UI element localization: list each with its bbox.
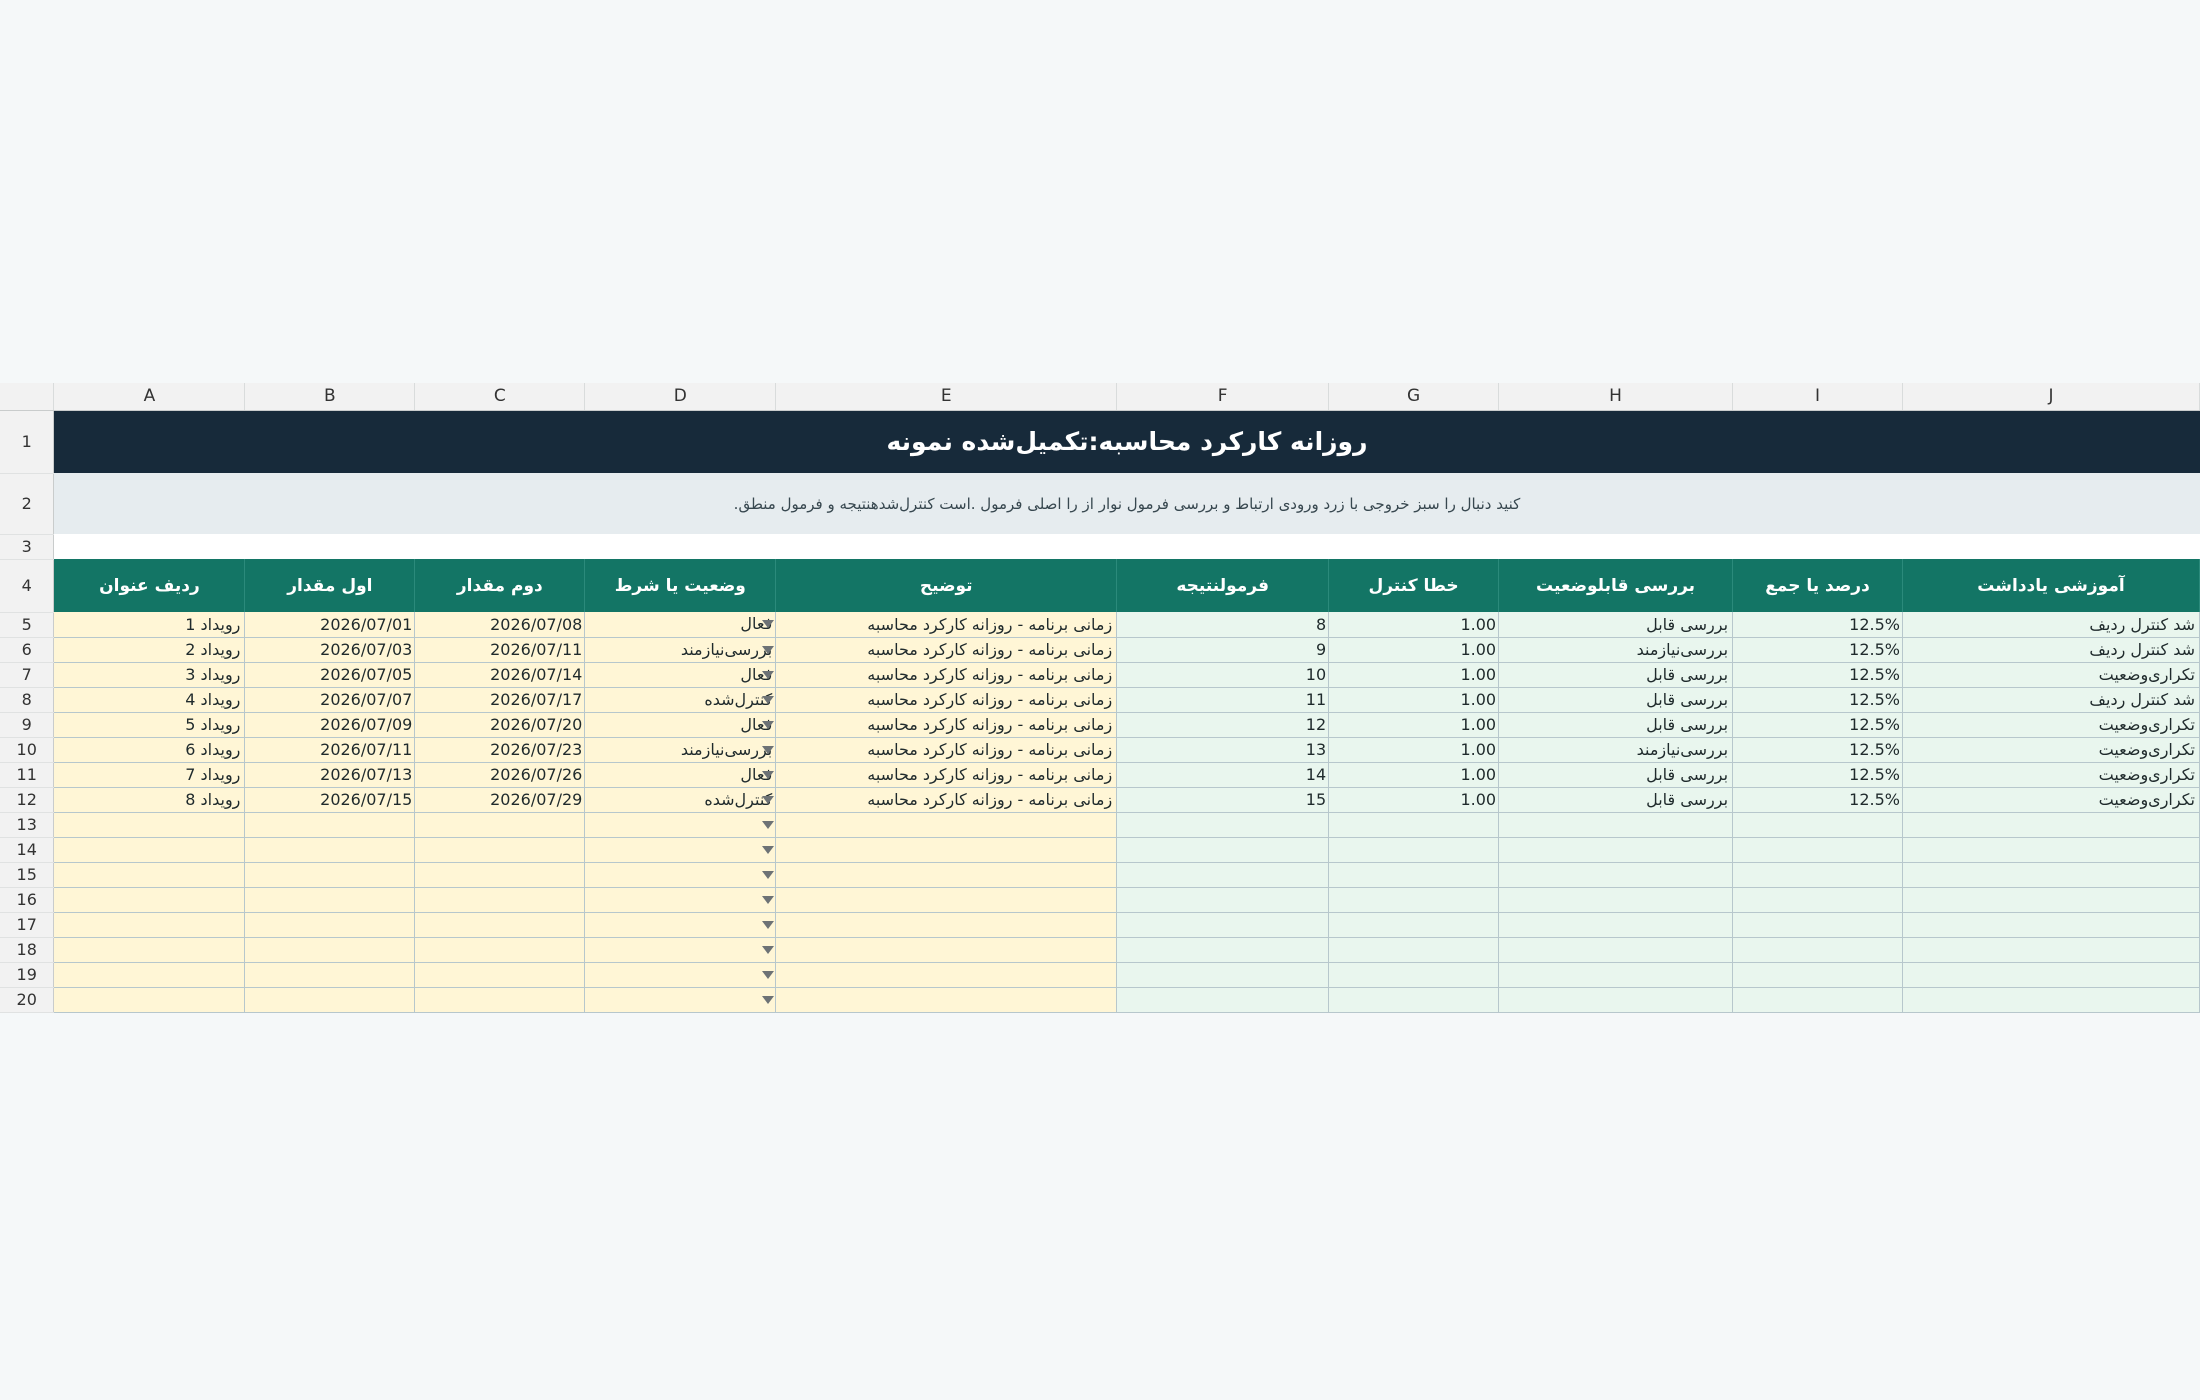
cell-h[interactable]: بررسی قابل (1499, 762, 1733, 787)
table-row (0, 862, 2200, 887)
cell-b[interactable]: 2026/07/05 (245, 662, 415, 687)
row-number[interactable]: 4 (0, 559, 54, 612)
dropdown-cell[interactable] (585, 787, 776, 812)
cell-a[interactable]: رویداد 2 (54, 637, 245, 662)
cell-h[interactable] (1499, 987, 1733, 1012)
dropdown-cell[interactable] (585, 737, 776, 762)
cell-j[interactable] (1902, 862, 2199, 887)
row-number[interactable]: 5 (0, 612, 54, 637)
cell-c[interactable] (415, 912, 585, 937)
cell-g[interactable]: 1.00 (1329, 762, 1499, 787)
cell-a[interactable] (54, 937, 245, 962)
cell-i[interactable] (1733, 912, 1903, 937)
dropdown-arrow-icon[interactable] (762, 620, 774, 628)
dropdown-arrow-icon[interactable] (762, 821, 774, 829)
row-number[interactable]: 16 (0, 887, 54, 912)
dropdown-arrow-icon[interactable] (762, 721, 774, 729)
header-cell-f[interactable]: فرمولنتیجه (1117, 559, 1329, 612)
cell-e[interactable]: زمانی برنامه - روزانه کارکرد محاسبه (776, 762, 1117, 787)
dropdown-cell[interactable] (585, 912, 776, 937)
cell-a[interactable]: رویداد 3 (54, 662, 245, 687)
row-number[interactable]: 11 (0, 762, 54, 787)
column-header-b[interactable]: B (245, 383, 415, 410)
row-number[interactable]: 10 (0, 737, 54, 762)
cell-h[interactable]: بررسی قابل (1499, 687, 1733, 712)
cell-b[interactable] (245, 812, 415, 837)
cell-a[interactable] (54, 962, 245, 987)
cell-g[interactable]: 1.00 (1329, 612, 1499, 637)
table-row (0, 612, 2200, 637)
cell-f[interactable]: 12 (1117, 712, 1329, 737)
cell-j[interactable] (1902, 912, 2199, 937)
dropdown-arrow-icon[interactable] (762, 696, 774, 704)
cell-f[interactable]: 14 (1117, 762, 1329, 787)
cell-h[interactable] (1499, 937, 1733, 962)
cell-i[interactable] (1733, 887, 1903, 912)
cell-a[interactable]: رویداد 4 (54, 687, 245, 712)
dropdown-arrow-icon[interactable] (762, 971, 774, 979)
cell-h[interactable]: بررسی قابل (1499, 612, 1733, 637)
cell-f[interactable] (1117, 962, 1329, 987)
cell-i[interactable]: 12.5% (1733, 737, 1903, 762)
cell-a[interactable] (54, 987, 245, 1012)
cell-c[interactable]: 2026/07/20 (415, 712, 585, 737)
cell-i[interactable]: 12.5% (1733, 662, 1903, 687)
cell-h[interactable] (1499, 962, 1733, 987)
cell-f[interactable] (1117, 937, 1329, 962)
cell-j[interactable]: تکراری‌وضعیت (1902, 787, 2199, 812)
header-cell-g[interactable]: خطا کنترل (1329, 559, 1499, 612)
cell-e[interactable]: زمانی برنامه - روزانه کارکرد محاسبه (776, 687, 1117, 712)
header-cell-b[interactable]: اول مقدار (245, 559, 415, 612)
cell-b[interactable]: 2026/07/03 (245, 637, 415, 662)
cell-g[interactable] (1329, 987, 1499, 1012)
dropdown-arrow-icon[interactable] (762, 921, 774, 929)
dropdown-cell[interactable] (585, 937, 776, 962)
cell-c[interactable] (415, 962, 585, 987)
cell-a[interactable]: رویداد 7 (54, 762, 245, 787)
dropdown-arrow-icon[interactable] (762, 646, 774, 654)
cell-b[interactable] (245, 937, 415, 962)
cell-e[interactable] (776, 912, 1117, 937)
dropdown-arrow-icon[interactable] (762, 671, 774, 679)
cell-a[interactable]: رویداد 5 (54, 712, 245, 737)
cell-b[interactable]: 2026/07/11 (245, 737, 415, 762)
table-header-row (0, 559, 2200, 612)
sheet-subtitle[interactable]: .کنید دنبال را سبز خروجی با زرد ورودی ارتباط و بررسی فرمول نوار از را اصلی فرمول .است کنترل‌شدهنتیجه و فرمول منطق (54, 473, 2200, 534)
cell-h[interactable] (1499, 887, 1733, 912)
header-cell-h[interactable]: بررسی قابلوضعیت (1499, 559, 1733, 612)
dropdown-cell[interactable] (585, 962, 776, 987)
cell-j[interactable]: تکراری‌وضعیت (1902, 712, 2199, 737)
cell-j[interactable]: تکراری‌وضعیت (1902, 762, 2199, 787)
cell-h[interactable]: بررسی‌نیازمند (1499, 637, 1733, 662)
row-number[interactable]: 9 (0, 712, 54, 737)
blank-row (0, 534, 2200, 559)
cell-g[interactable]: 1.00 (1329, 737, 1499, 762)
cell-f[interactable]: 8 (1117, 612, 1329, 637)
cell-j[interactable] (1902, 837, 2199, 862)
cell-e[interactable]: زمانی برنامه - روزانه کارکرد محاسبه (776, 712, 1117, 737)
cell-e[interactable] (776, 987, 1117, 1012)
cell-a[interactable]: رویداد 8 (54, 787, 245, 812)
cell-f[interactable] (1117, 912, 1329, 937)
column-header-c[interactable]: C (415, 383, 585, 410)
dropdown-cell[interactable] (585, 862, 776, 887)
dropdown-cell[interactable] (585, 837, 776, 862)
dropdown-value: کنترل‌شده (704, 689, 773, 709)
dropdown-cell[interactable] (585, 687, 776, 712)
dropdown-value: فعال (740, 714, 773, 734)
cell-j[interactable] (1902, 937, 2199, 962)
table-row (0, 687, 2200, 712)
header-cell-i[interactable]: درصد یا جمع (1733, 559, 1903, 612)
cell-c[interactable]: 2026/07/11 (415, 637, 585, 662)
header-cell-d[interactable]: وضعیت یا شرط (585, 559, 776, 612)
column-header-h[interactable]: H (1499, 383, 1733, 410)
sheet-title[interactable]: روزانه کارکرد محاسبه:تکمیل‌شده نمونه (54, 410, 2200, 473)
cell-e[interactable] (776, 962, 1117, 987)
cell-h[interactable] (1499, 912, 1733, 937)
cell-h[interactable]: بررسی قابل (1499, 712, 1733, 737)
row-number[interactable]: 18 (0, 937, 54, 962)
column-header-g[interactable]: G (1329, 383, 1499, 410)
cell-f[interactable] (1117, 987, 1329, 1012)
row-number[interactable]: 19 (0, 962, 54, 987)
row-number[interactable]: 1 (0, 410, 54, 473)
cell-j[interactable] (1902, 887, 2199, 912)
dropdown-arrow-icon[interactable] (762, 796, 774, 804)
cell-f[interactable]: 10 (1117, 662, 1329, 687)
cell-i[interactable]: 12.5% (1733, 787, 1903, 812)
cell-g[interactable] (1329, 962, 1499, 987)
column-header-e[interactable]: E (776, 383, 1117, 410)
cell-f[interactable] (1117, 862, 1329, 887)
cell-i[interactable] (1733, 962, 1903, 987)
cell-i[interactable] (1733, 862, 1903, 887)
cell-c[interactable]: 2026/07/26 (415, 762, 585, 787)
table-row (0, 887, 2200, 912)
dropdown-cell[interactable] (585, 662, 776, 687)
cell-f[interactable] (1117, 812, 1329, 837)
cell-b[interactable] (245, 962, 415, 987)
cell-b[interactable]: 2026/07/13 (245, 762, 415, 787)
dropdown-cell[interactable] (585, 612, 776, 637)
cell-a[interactable] (54, 862, 245, 887)
cell-i[interactable] (1733, 987, 1903, 1012)
cell-c[interactable]: 2026/07/08 (415, 612, 585, 637)
column-header-a[interactable]: A (54, 383, 245, 410)
cell-c[interactable]: 2026/07/14 (415, 662, 585, 687)
cell-i[interactable]: 12.5% (1733, 687, 1903, 712)
header-cell-a[interactable]: ردیف عنوان (54, 559, 245, 612)
row-number[interactable]: 17 (0, 912, 54, 937)
cell-e[interactable]: زمانی برنامه - روزانه کارکرد محاسبه (776, 637, 1117, 662)
row-number[interactable]: 3 (0, 534, 54, 559)
dropdown-arrow-icon[interactable] (762, 871, 774, 879)
row-number[interactable]: 8 (0, 687, 54, 712)
column-header-j[interactable]: J (1902, 383, 2199, 410)
cell-c[interactable] (415, 887, 585, 912)
cell-c[interactable] (415, 987, 585, 1012)
table-row (0, 937, 2200, 962)
table-row (0, 987, 2200, 1012)
column-header-i[interactable]: I (1733, 383, 1903, 410)
cell-g[interactable]: 1.00 (1329, 637, 1499, 662)
cell-g[interactable]: 1.00 (1329, 662, 1499, 687)
table-row (0, 637, 2200, 662)
cell-f[interactable]: 15 (1117, 787, 1329, 812)
cell-i[interactable]: 12.5% (1733, 612, 1903, 637)
row-number[interactable]: 15 (0, 862, 54, 887)
cell-e[interactable] (776, 812, 1117, 837)
cell-g[interactable] (1329, 912, 1499, 937)
cell-b[interactable] (245, 837, 415, 862)
table-row (0, 762, 2200, 787)
cell-e[interactable] (776, 862, 1117, 887)
cell-e[interactable]: زمانی برنامه - روزانه کارکرد محاسبه (776, 737, 1117, 762)
cell-c[interactable] (415, 837, 585, 862)
dropdown-cell[interactable] (585, 987, 776, 1012)
dropdown-cell[interactable] (585, 712, 776, 737)
cell-b[interactable] (245, 987, 415, 1012)
table-row (0, 812, 2200, 837)
cell-f[interactable]: 11 (1117, 687, 1329, 712)
cell-f[interactable] (1117, 887, 1329, 912)
cell-g[interactable] (1329, 837, 1499, 862)
column-header-f[interactable]: F (1117, 383, 1329, 410)
cell-j[interactable]: تکراری‌وضعیت (1902, 662, 2199, 687)
cell-h[interactable] (1499, 812, 1733, 837)
row-number[interactable]: 14 (0, 837, 54, 862)
cell-e[interactable]: زمانی برنامه - روزانه کارکرد محاسبه (776, 787, 1117, 812)
table-row (0, 787, 2200, 812)
dropdown-value: بررسی‌نیازمند (680, 739, 773, 759)
cell-a[interactable] (54, 887, 245, 912)
cell-b[interactable] (245, 862, 415, 887)
dropdown-arrow-icon[interactable] (762, 771, 774, 779)
cell-j[interactable] (1902, 987, 2199, 1012)
table-row (0, 712, 2200, 737)
dropdown-value: کنترل‌شده (704, 789, 773, 809)
cell-i[interactable]: 12.5% (1733, 762, 1903, 787)
table-row (0, 962, 2200, 987)
cell-a[interactable] (54, 912, 245, 937)
cell-h[interactable]: بررسی قابل (1499, 662, 1733, 687)
dropdown-cell[interactable] (585, 812, 776, 837)
cell-a[interactable]: رویداد 1 (54, 612, 245, 637)
cell-i[interactable] (1733, 837, 1903, 862)
cell-e[interactable] (776, 937, 1117, 962)
dropdown-cell[interactable] (585, 887, 776, 912)
cell-b[interactable]: 2026/07/01 (245, 612, 415, 637)
dropdown-cell[interactable] (585, 637, 776, 662)
cell-c[interactable] (415, 812, 585, 837)
cell-j[interactable] (1902, 812, 2199, 837)
cell-c[interactable]: 2026/07/29 (415, 787, 585, 812)
cell-j[interactable]: شد کنترل ردیف (1902, 687, 2199, 712)
cell-a[interactable] (54, 837, 245, 862)
cell-b[interactable]: 2026/07/07 (245, 687, 415, 712)
cell-c[interactable] (415, 937, 585, 962)
dropdown-value: بررسی‌نیازمند (680, 639, 773, 659)
cell-i[interactable]: 12.5% (1733, 712, 1903, 737)
cell-g[interactable] (1329, 812, 1499, 837)
cell-g[interactable] (1329, 862, 1499, 887)
cell-j[interactable] (1902, 962, 2199, 987)
cell-h[interactable] (1499, 862, 1733, 887)
row-number[interactable]: 7 (0, 662, 54, 687)
column-header-row (0, 383, 2200, 410)
cell-c[interactable] (415, 862, 585, 887)
dropdown-value: فعال (740, 664, 773, 684)
table-row (0, 912, 2200, 937)
select-all-corner[interactable] (0, 383, 54, 410)
cell-c[interactable]: 2026/07/17 (415, 687, 585, 712)
cell-b[interactable] (245, 887, 415, 912)
row-number[interactable]: 12 (0, 787, 54, 812)
dropdown-arrow-icon[interactable] (762, 746, 774, 754)
row-number[interactable]: 13 (0, 812, 54, 837)
cell-e[interactable]: زمانی برنامه - روزانه کارکرد محاسبه (776, 662, 1117, 687)
table-row (0, 662, 2200, 687)
cell-a[interactable] (54, 812, 245, 837)
title-row (0, 410, 2200, 473)
dropdown-arrow-icon[interactable] (762, 996, 774, 1004)
cell-b[interactable] (245, 912, 415, 937)
cell-g[interactable]: 1.00 (1329, 712, 1499, 737)
cell-g[interactable] (1329, 937, 1499, 962)
blank-cell[interactable] (54, 534, 2200, 559)
cell-f[interactable]: 9 (1117, 637, 1329, 662)
cell-j[interactable]: شد کنترل ردیف (1902, 612, 2199, 637)
header-cell-c[interactable]: دوم مقدار (415, 559, 585, 612)
cell-g[interactable]: 1.00 (1329, 787, 1499, 812)
row-number[interactable]: 6 (0, 637, 54, 662)
cell-i[interactable] (1733, 812, 1903, 837)
cell-j[interactable]: شد کنترل ردیف (1902, 637, 2199, 662)
dropdown-arrow-icon[interactable] (762, 896, 774, 904)
dropdown-value: فعال (740, 614, 773, 633)
header-cell-e[interactable]: توضیح (776, 559, 1117, 612)
cell-b[interactable]: 2026/07/15 (245, 787, 415, 812)
table-row (0, 837, 2200, 862)
cell-e[interactable] (776, 837, 1117, 862)
cell-g[interactable] (1329, 887, 1499, 912)
cell-e[interactable] (776, 887, 1117, 912)
cell-f[interactable] (1117, 837, 1329, 862)
header-cell-j[interactable]: آموزشی یادداشت (1902, 559, 2199, 612)
dropdown-cell[interactable] (585, 762, 776, 787)
cell-i[interactable]: 12.5% (1733, 637, 1903, 662)
cell-c[interactable]: 2026/07/23 (415, 737, 585, 762)
dropdown-value: فعال (740, 764, 773, 784)
column-header-d[interactable]: D (585, 383, 776, 410)
cell-f[interactable]: 13 (1117, 737, 1329, 762)
row-number[interactable]: 20 (0, 987, 54, 1012)
cell-h[interactable]: بررسی قابل (1499, 787, 1733, 812)
dropdown-arrow-icon[interactable] (762, 946, 774, 954)
row-number[interactable]: 2 (0, 473, 54, 534)
cell-h[interactable] (1499, 837, 1733, 862)
cell-j[interactable]: تکراری‌وضعیت (1902, 737, 2199, 762)
cell-g[interactable]: 1.00 (1329, 687, 1499, 712)
table-row (0, 737, 2200, 762)
subtitle-row (0, 473, 2200, 534)
cell-e[interactable]: زمانی برنامه - روزانه کارکرد محاسبه (776, 612, 1117, 637)
cell-b[interactable]: 2026/07/09 (245, 712, 415, 737)
dropdown-arrow-icon[interactable] (762, 846, 774, 854)
cell-h[interactable]: بررسی‌نیازمند (1499, 737, 1733, 762)
cell-a[interactable]: رویداد 6 (54, 737, 245, 762)
cell-i[interactable] (1733, 937, 1903, 962)
spreadsheet-grid (0, 383, 2200, 1013)
